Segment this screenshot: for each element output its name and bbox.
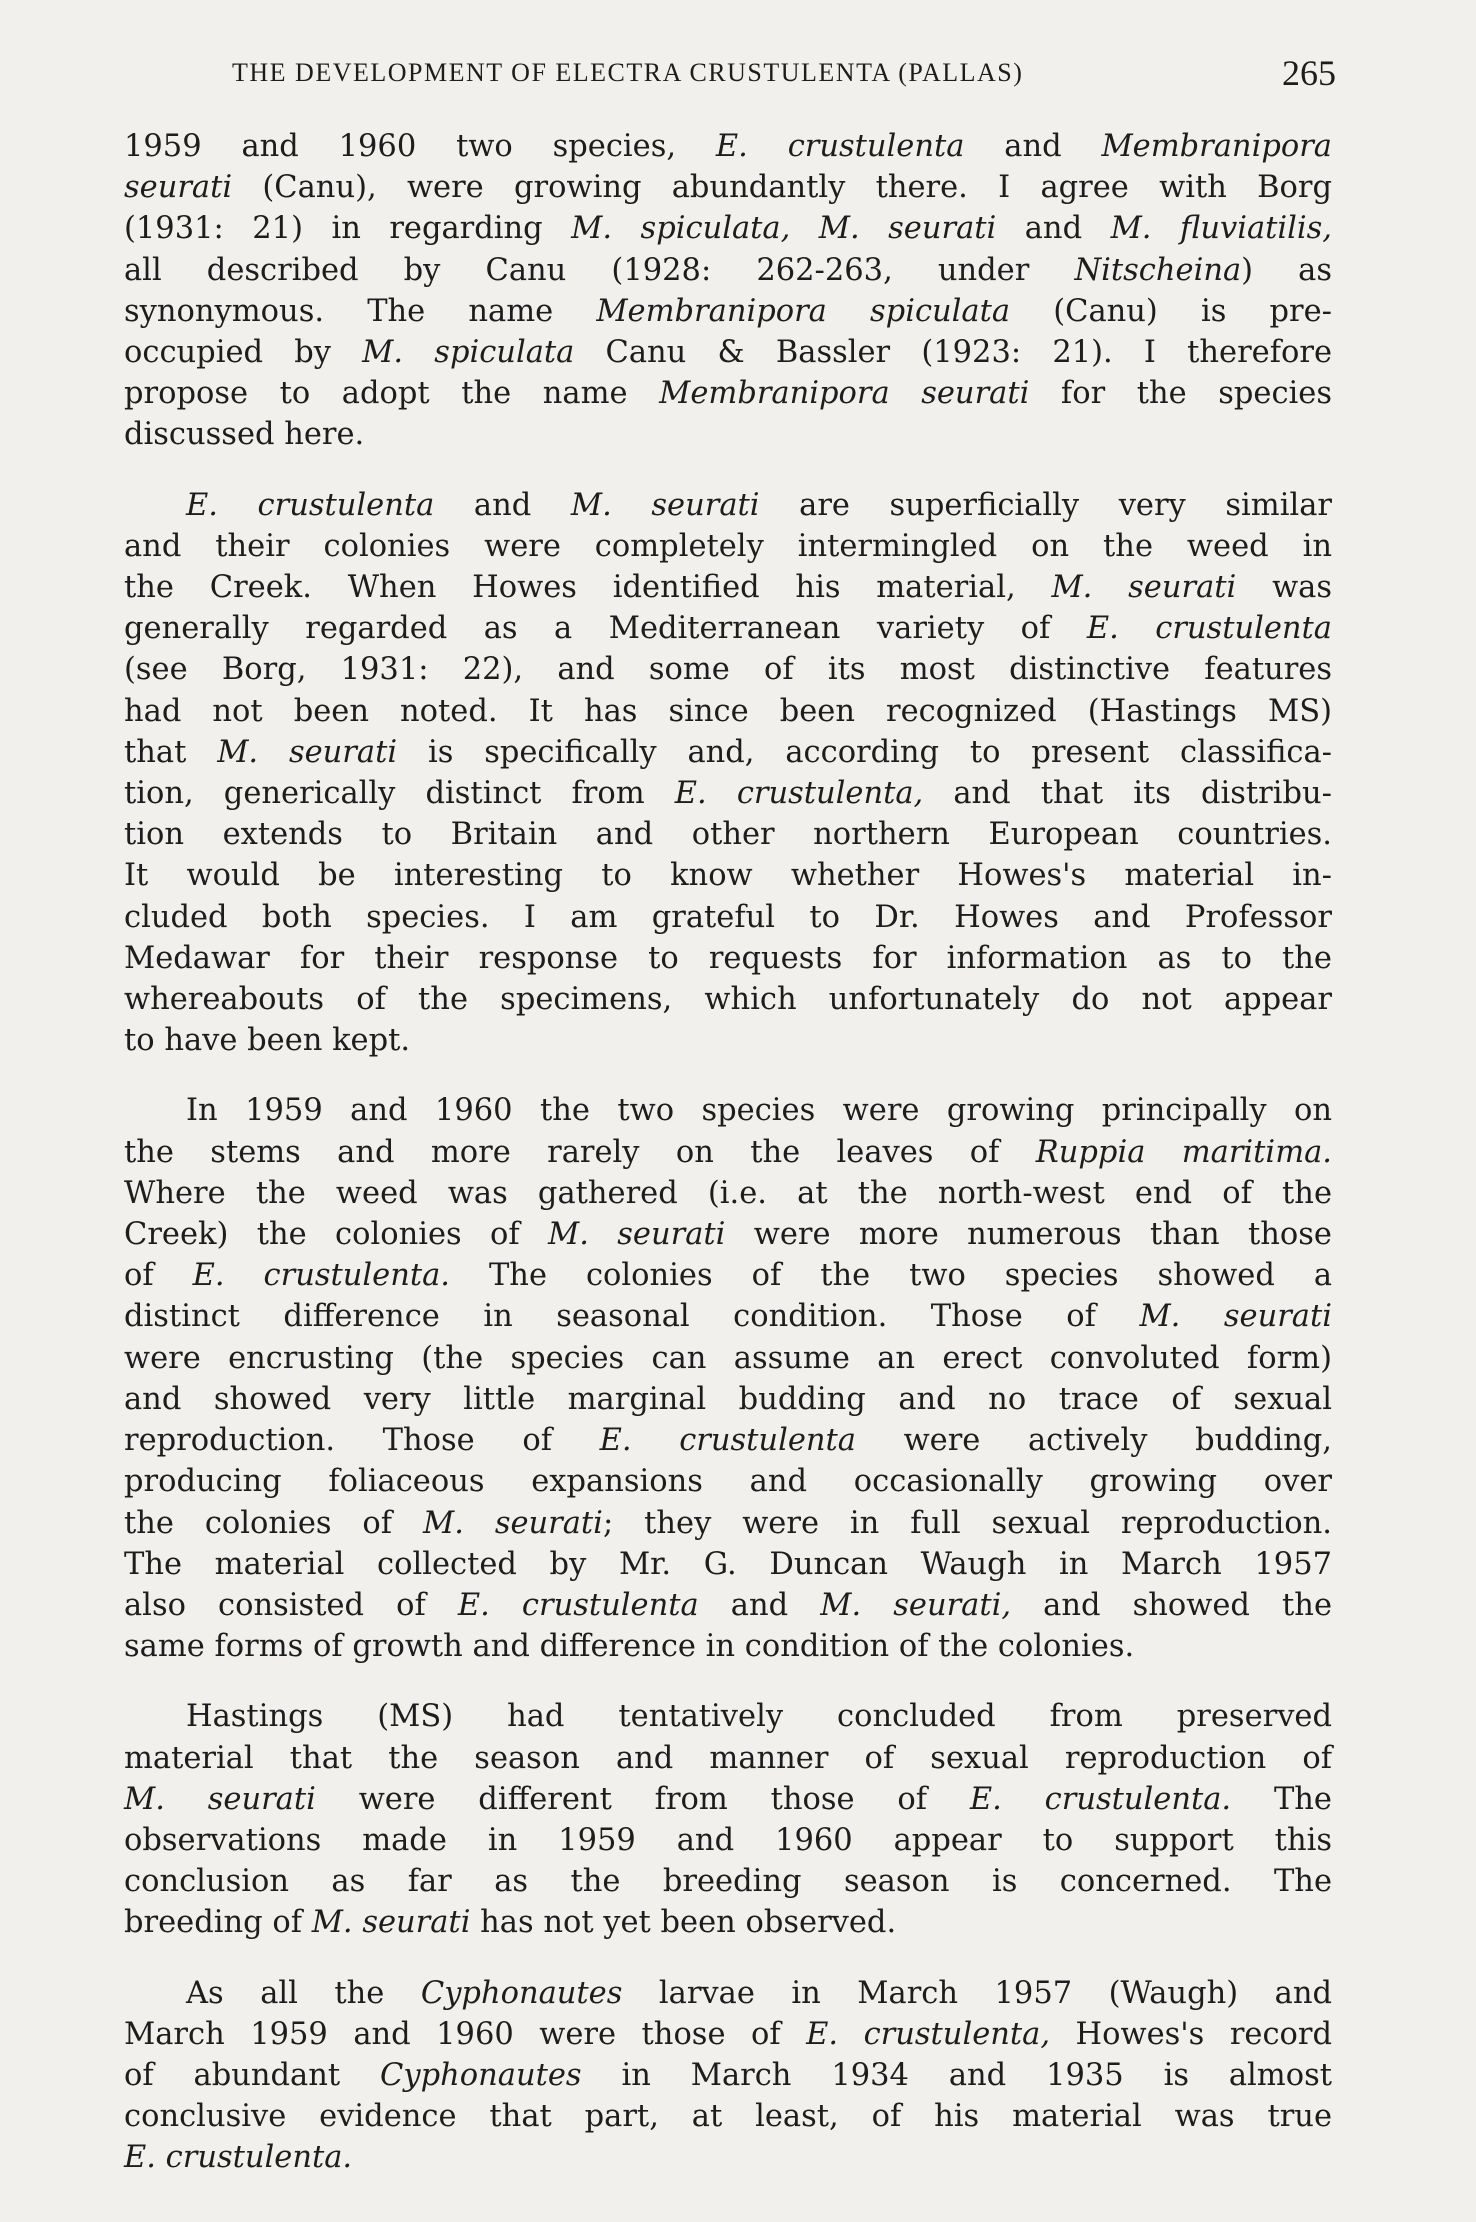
text-line: [124, 1696, 1332, 1737]
text-run: conclusion as far as the breeding season is concerned. The: [124, 1864, 1332, 1900]
text-run: tion, generically distinct from: [124, 776, 675, 812]
italic-run: M. seurati: [570, 487, 760, 523]
text-line: [124, 938, 1332, 979]
text-run: are superficially very similar: [759, 487, 1332, 523]
text-line: [124, 250, 1332, 291]
italic-run: Ruppia maritima.: [1035, 1134, 1332, 1170]
italic-run: Nitscheina: [1074, 252, 1242, 288]
text-line: [124, 773, 1332, 814]
text-run: and their colonies were completely intermingled on the weed in: [124, 528, 1332, 564]
text-run: breeding of: [124, 1905, 312, 1941]
text-run: ) as: [1241, 252, 1333, 288]
paragraph: [124, 1090, 1332, 1667]
text-line: [124, 691, 1332, 732]
text-run: the colonies of: [124, 1505, 423, 1541]
text-run: Creek) the colonies of: [124, 1217, 549, 1253]
italic-run: Membranipora spiculata: [596, 293, 1011, 329]
text-run: (1931: 21) in regarding: [124, 211, 572, 247]
paragraph: [124, 126, 1332, 456]
text-run: (Canu), were growing abundantly there. I agree with Borg: [232, 170, 1332, 206]
text-line: [124, 373, 1332, 414]
text-run: distinct difference in seasonal condition. Those of: [124, 1299, 1140, 1335]
text-line: [124, 1820, 1332, 1861]
text-line: [124, 291, 1332, 332]
text-run: generally regarded as a Mediterranean variety of: [124, 611, 1087, 647]
italic-run: E. crustulenta: [599, 1423, 856, 1459]
text-line: [124, 526, 1332, 567]
text-line: [124, 567, 1332, 608]
text-run: In 1959 and 1960 the two species were growing principally on: [186, 1093, 1332, 1129]
text-run: that: [124, 734, 218, 770]
page-number: 265: [1282, 53, 1336, 93]
text-line: [124, 1296, 1332, 1337]
italic-run: M. fluviatilis,: [1110, 211, 1332, 247]
text-run: also consisted of: [124, 1587, 458, 1623]
text-run: of abundant: [124, 2057, 381, 2093]
italic-run: M. seurati: [1139, 1299, 1332, 1335]
text-run: and: [996, 211, 1111, 247]
text-run: occupied by: [124, 335, 363, 371]
text-line: [124, 608, 1332, 649]
text-line: [124, 2055, 1332, 2096]
text-run: were different from those of: [315, 1781, 970, 1817]
text-run: had not been noted. It has since been recognized (Hastings MS): [124, 693, 1332, 729]
text-run: Hastings (MS) had tentatively concluded from preserved: [186, 1699, 1332, 1735]
text-run: were encrusting (the species can assume an erect convoluted form): [124, 1340, 1332, 1376]
text-run: discussed here.: [124, 417, 365, 453]
text-line: [124, 2096, 1332, 2137]
text-run: and showed the: [1011, 1587, 1333, 1623]
text-run: Canu & Bassler (1923: 21). I therefore: [574, 335, 1333, 371]
text-run: and: [434, 487, 571, 523]
running-header: [232, 50, 1336, 94]
text-run: March 1959 and 1960 were those of: [124, 2016, 807, 2052]
text-line: [124, 1738, 1332, 1779]
text-line: [124, 979, 1332, 1020]
text-run: Medawar for their response to requests for information as to the: [124, 940, 1332, 976]
text-run: ; they were in full sexual reproduction.: [602, 1505, 1332, 1541]
text-line: [124, 814, 1332, 855]
text-run: of: [124, 1258, 193, 1294]
italic-run: E. crustulenta.: [192, 1258, 450, 1294]
text-line: [124, 1379, 1332, 1420]
text-run: for the species: [1029, 376, 1333, 412]
text-line: [124, 1626, 1332, 1667]
text-line: [124, 855, 1332, 896]
italic-run: E. crustulenta,: [674, 776, 924, 812]
text-run: has not yet been observed.: [470, 1905, 897, 1941]
italic-run: E. crustulenta: [1086, 611, 1332, 647]
text-line: [124, 1861, 1332, 1902]
text-line: [124, 649, 1332, 690]
text-run: (see Borg, 1931: 22), and some of its most distinctive features: [124, 652, 1332, 688]
italic-run: Cyphonautes: [420, 1975, 623, 2011]
text-run: and: [964, 129, 1102, 164]
text-line: [124, 1090, 1332, 1131]
text-line: [124, 208, 1332, 249]
italic-run: E. crustulenta: [186, 487, 435, 523]
italic-run: Membranipora: [1101, 129, 1332, 164]
text-line: [124, 1214, 1332, 1255]
text-run: The material collected by Mr. G. Duncan Waugh in March 1957: [124, 1546, 1332, 1582]
text-run: propose to adopt the name: [124, 376, 660, 412]
text-run: It would be interesting to know whether Howes's material in-: [124, 858, 1332, 894]
text-run: synonymous. The name: [124, 293, 597, 329]
italic-run: E. crustulenta.: [124, 2140, 353, 2176]
text-run: 1959 and 1960 two species,: [124, 129, 716, 164]
running-title: THE DEVELOPMENT OF ELECTRA CRUSTULENTA (PALLAS): [232, 58, 1024, 87]
text-run: is specifically and, according to present classifica-: [397, 734, 1332, 770]
text-line: [124, 1585, 1332, 1626]
italic-run: E. crustulenta: [457, 1587, 699, 1623]
text-line: [124, 1173, 1332, 1214]
text-run: in March 1934 and 1935 is almost: [581, 2057, 1332, 2093]
text-run: and: [698, 1587, 821, 1623]
italic-run: M. seurati,: [820, 1587, 1012, 1623]
text-run: same forms of growth and difference in condition of the colonies.: [124, 1629, 1135, 1665]
text-run: cluded both species. I am grateful to Dr. Howes and Professor: [124, 899, 1332, 935]
text-run: to have been kept.: [124, 1023, 411, 1059]
text-line: [124, 1902, 1332, 1943]
italic-run: M. seurati: [548, 1217, 726, 1253]
text-line: [124, 1461, 1332, 1502]
text-line: [124, 1132, 1332, 1173]
text-line: [124, 485, 1332, 526]
text-run: were actively budding,: [855, 1423, 1332, 1459]
text-run: producing foliaceous expansions and occasionally growing over: [124, 1464, 1332, 1500]
text-run: Where the weed was gathered (i.e. at the north-west end of the: [124, 1175, 1332, 1211]
text-line: [124, 1255, 1332, 1296]
text-run: The colonies of the two species showed a: [450, 1258, 1332, 1294]
text-run: was: [1236, 570, 1333, 606]
text-run: The: [1231, 1781, 1332, 1817]
italic-run: Cyphonautes: [380, 2057, 582, 2093]
body-text: [124, 126, 1332, 2208]
paragraph: [124, 485, 1332, 1062]
italic-run: E. crustulenta: [715, 129, 965, 164]
text-run: whereabouts of the specimens, which unfortunately do not appear: [124, 982, 1332, 1018]
text-line: [124, 1779, 1332, 1820]
text-run: conclusive evidence that part, at least, of his material was true: [124, 2099, 1332, 2135]
text-run: and showed very little marginal budding and no trace of sexual: [124, 1381, 1332, 1417]
text-line: [124, 1503, 1332, 1544]
text-run: As all the: [186, 1975, 421, 2011]
text-run: reproduction. Those of: [124, 1423, 600, 1459]
italic-run: M. spiculata, M. seurati: [571, 211, 997, 247]
italic-run: M. seurati: [311, 1905, 471, 1941]
italic-run: M. seurati: [422, 1505, 603, 1541]
text-line: [124, 1973, 1332, 2014]
text-line: [124, 1420, 1332, 1461]
text-line: [124, 1338, 1332, 1379]
paragraph: [124, 1696, 1332, 1943]
text-run: observations made in 1959 and 1960 appear to support this: [124, 1822, 1332, 1858]
text-run: all described by Canu (1928: 262-263, under: [124, 252, 1075, 288]
italic-run: M. seurati: [124, 1781, 316, 1817]
text-run: the Creek. When Howes identified his material,: [124, 570, 1052, 606]
text-line: [124, 2014, 1332, 2055]
italic-run: M. seurati: [1051, 570, 1237, 606]
text-run: Howes's record: [1050, 2016, 1332, 2052]
text-line: [124, 1020, 1332, 1061]
italic-run: M. spiculata: [362, 335, 575, 371]
italic-run: Membranipora seurati: [659, 376, 1030, 412]
text-line: [124, 897, 1332, 938]
text-line: [124, 414, 1332, 455]
text-run: (Canu) is pre-: [1010, 293, 1332, 329]
text-line: [124, 167, 1332, 208]
text-line: [124, 126, 1332, 167]
text-line: [124, 2137, 1332, 2178]
text-line: [124, 1544, 1332, 1585]
text-run: were more numerous than those: [725, 1217, 1332, 1253]
text-run: larvae in March 1957 (Waugh) and: [622, 1975, 1333, 2011]
paragraph: [124, 1973, 1332, 2179]
italic-run: E. crustulenta,: [806, 2016, 1051, 2052]
text-run: tion extends to Britain and other northern European countries.: [124, 817, 1332, 853]
italic-run: E. crustulenta.: [969, 1781, 1232, 1817]
italic-run: M. seurati: [217, 734, 398, 770]
text-run: material that the season and manner of sexual reproduction of: [124, 1740, 1332, 1776]
text-run: the stems and more rarely on the leaves of: [124, 1134, 1036, 1170]
italic-run: seurati: [124, 170, 233, 206]
text-run: and that its distribu-: [923, 776, 1332, 812]
text-line: [124, 732, 1332, 773]
text-line: [124, 332, 1332, 373]
